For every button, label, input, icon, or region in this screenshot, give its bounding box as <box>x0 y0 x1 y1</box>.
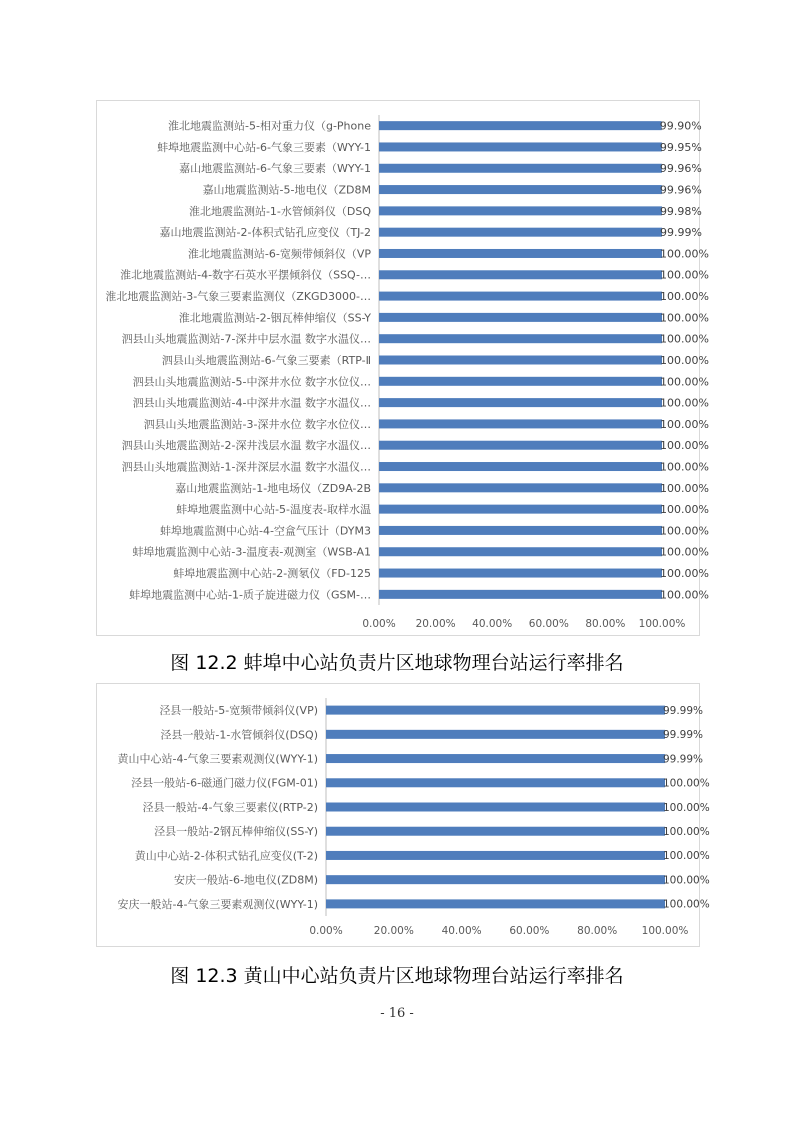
page-number: - 16 - <box>380 1006 414 1021</box>
bar <box>326 827 665 836</box>
data-label: 100.00% <box>660 567 709 581</box>
category-label: 黄山中心站-2-体积式钻孔应变仪(T-2) <box>134 849 318 863</box>
category-label: 泾县一般站-6-磁通门磁力仪(FGM-01) <box>131 776 318 790</box>
bar <box>379 121 662 130</box>
bar <box>379 164 662 173</box>
category-label: 蚌埠地震监测中心站-1-质子旋进磁力仪（GSM-… <box>129 588 371 602</box>
data-label: 100.00% <box>660 290 709 304</box>
data-label: 99.96% <box>659 162 702 176</box>
x-tick-label: 60.00% <box>528 618 569 630</box>
data-label: 100.00% <box>660 417 709 431</box>
x-tick-label: 20.00% <box>373 925 414 937</box>
x-tick-label: 20.00% <box>415 618 456 630</box>
category-label: 安庆一般站-6-地电仪(ZD8M) <box>173 873 318 887</box>
category-label: 泗县山头地震监测站-1-深井深层水温 数字水温仪… <box>121 460 371 474</box>
data-label: 100.00% <box>663 826 710 839</box>
bar <box>326 803 665 812</box>
chart-1-bipolar-station-operation-rate <box>97 101 709 635</box>
category-label: 嘉山地震监测站-5-地电仪（ZD8M <box>202 183 371 197</box>
bar <box>379 142 662 151</box>
data-label: 100.00% <box>663 777 710 790</box>
category-label: 泗县山头地震监测站-2-深井浅层水温 数字水温仪… <box>121 439 371 453</box>
category-label: 泾县一般站-1-水管倾斜仪(DSQ) <box>160 728 318 742</box>
figure-caption-1: 图 12.2 蚌埠中心站负责片区地球物理台站运行率排名 <box>170 652 624 674</box>
data-label: 100.00% <box>660 311 709 325</box>
bar <box>379 249 662 258</box>
data-label: 100.00% <box>660 439 709 453</box>
bar <box>379 419 662 428</box>
data-label: 100.00% <box>660 503 709 517</box>
data-label: 100.00% <box>663 801 710 814</box>
category-label: 泾县一般站-5-宽频带倾斜仪(VP) <box>159 704 318 718</box>
data-label: 99.99% <box>662 704 704 717</box>
data-label: 100.00% <box>660 353 709 367</box>
data-label: 99.96% <box>659 183 702 197</box>
bar <box>379 526 662 535</box>
bar <box>379 292 662 301</box>
bar <box>379 334 662 343</box>
bar <box>326 778 665 787</box>
bar <box>326 730 665 739</box>
data-label: 100.00% <box>660 375 709 389</box>
data-label: 100.00% <box>660 268 709 282</box>
category-label: 泾县一般站-2钢瓦棒伸缩仪(SS-Y) <box>154 825 318 839</box>
category-label: 嘉山地震监测站-1-地电场仪（ZD9A-2B <box>175 481 371 495</box>
data-label: 100.00% <box>660 481 709 495</box>
data-label: 99.98% <box>659 204 702 218</box>
bar <box>326 706 665 715</box>
chart-2-frame <box>96 683 710 947</box>
category-label: 淮北地震监测站-5-相对重力仪（g-Phone <box>168 119 371 133</box>
data-label: 100.00% <box>663 850 710 863</box>
x-tick-label: 0.00% <box>309 925 343 937</box>
data-label: 99.99% <box>662 753 704 766</box>
data-label: 100.00% <box>663 898 710 911</box>
category-label: 泗县山头地震监测站-4-中深井水温 数字水温仪… <box>132 396 371 410</box>
x-tick-label: 100.00% <box>638 618 686 630</box>
data-label: 100.00% <box>660 524 709 538</box>
category-label: 蚌埠地震监测中心站-2-测氡仪（FD-125 <box>173 567 371 581</box>
bar <box>326 851 665 860</box>
category-label: 泗县山头地震监测站-6-气象三要素（RTP-Ⅱ <box>161 353 371 367</box>
chart-2-huangshan-station-operation-rate <box>97 684 710 946</box>
x-tick-label: 80.00% <box>577 925 618 937</box>
bar <box>379 270 662 279</box>
bar <box>379 505 662 514</box>
bar <box>379 185 662 194</box>
bar <box>326 754 665 763</box>
bar <box>379 441 662 450</box>
data-label: 100.00% <box>660 332 709 346</box>
x-tick-label: 100.00% <box>641 925 689 937</box>
category-label: 淮北地震监测站-3-气象三要素监测仪（ZKGD3000-… <box>105 290 371 304</box>
data-label: 100.00% <box>660 588 709 602</box>
bar <box>379 206 662 215</box>
category-label: 嘉山地震监测站-2-体积式钻孔应变仪（TJ-2 <box>159 226 371 240</box>
category-label: 淮北地震监测站-4-数字石英水平摆倾斜仪（SSQ-… <box>120 268 371 282</box>
data-label: 99.90% <box>659 119 702 133</box>
data-label: 99.95% <box>659 140 702 154</box>
chart-1-frame <box>96 100 709 636</box>
category-label: 蚌埠地震监测中心站-5-温度表-取样水温 <box>176 503 371 517</box>
x-tick-label: 40.00% <box>441 925 482 937</box>
bar <box>326 875 665 884</box>
x-tick-label: 60.00% <box>509 925 550 937</box>
bar <box>379 569 662 578</box>
category-label: 泗县山头地震监测站-7-深井中层水温 数字水温仪… <box>121 332 371 346</box>
data-label: 100.00% <box>660 460 709 474</box>
category-label: 蚌埠地震监测中心站-6-气象三要素（WYY-1 <box>157 140 371 154</box>
category-label: 嘉山地震监测站-6-气象三要素（WYY-1 <box>179 162 371 176</box>
category-label: 黄山中心站-4-气象三要素观测仪(WYY-1) <box>117 752 318 766</box>
category-label: 泗县山头地震监测站-5-中深井水位 数字水位仪… <box>132 375 371 389</box>
bar <box>379 547 662 556</box>
data-label: 99.99% <box>662 729 704 742</box>
bar <box>379 313 662 322</box>
x-tick-label: 40.00% <box>472 618 513 630</box>
bar <box>379 356 662 365</box>
data-label: 100.00% <box>660 247 709 261</box>
bar <box>379 462 662 471</box>
bar <box>379 398 662 407</box>
bar <box>379 590 662 599</box>
category-label: 蚌埠地震监测中心站-3-温度表-观测室（WSB-A1 <box>132 545 371 559</box>
category-label: 安庆一般站-4-气象三要素观测仪(WYY-1) <box>117 897 318 911</box>
bar <box>326 899 665 908</box>
x-tick-label: 0.00% <box>362 618 396 630</box>
category-label: 淮北地震监测站-1-水管倾斜仪（DSQ <box>188 204 371 218</box>
bar <box>379 483 662 492</box>
bar <box>379 228 662 237</box>
figure-caption-2: 图 12.3 黄山中心站负责片区地球物理台站运行率排名 <box>170 965 624 987</box>
x-tick-label: 80.00% <box>585 618 626 630</box>
category-label: 泗县山头地震监测站-3-深井水位 数字水位仪… <box>143 417 371 431</box>
category-label: 淮北地震监测站-6-宽频带倾斜仪（VP <box>187 247 371 261</box>
data-label: 100.00% <box>660 396 709 410</box>
bar <box>379 377 662 386</box>
data-label: 100.00% <box>660 545 709 559</box>
category-label: 泾县一般站-4-气象三要素仪(RTP-2) <box>142 800 318 814</box>
category-label: 淮北地震监测站-2-铟瓦棒伸缩仪（SS-Y <box>178 311 371 325</box>
category-label: 蚌埠地震监测中心站-4-空盒气压计（DYM3 <box>159 524 371 538</box>
data-label: 100.00% <box>663 874 710 887</box>
data-label: 99.99% <box>659 226 702 240</box>
